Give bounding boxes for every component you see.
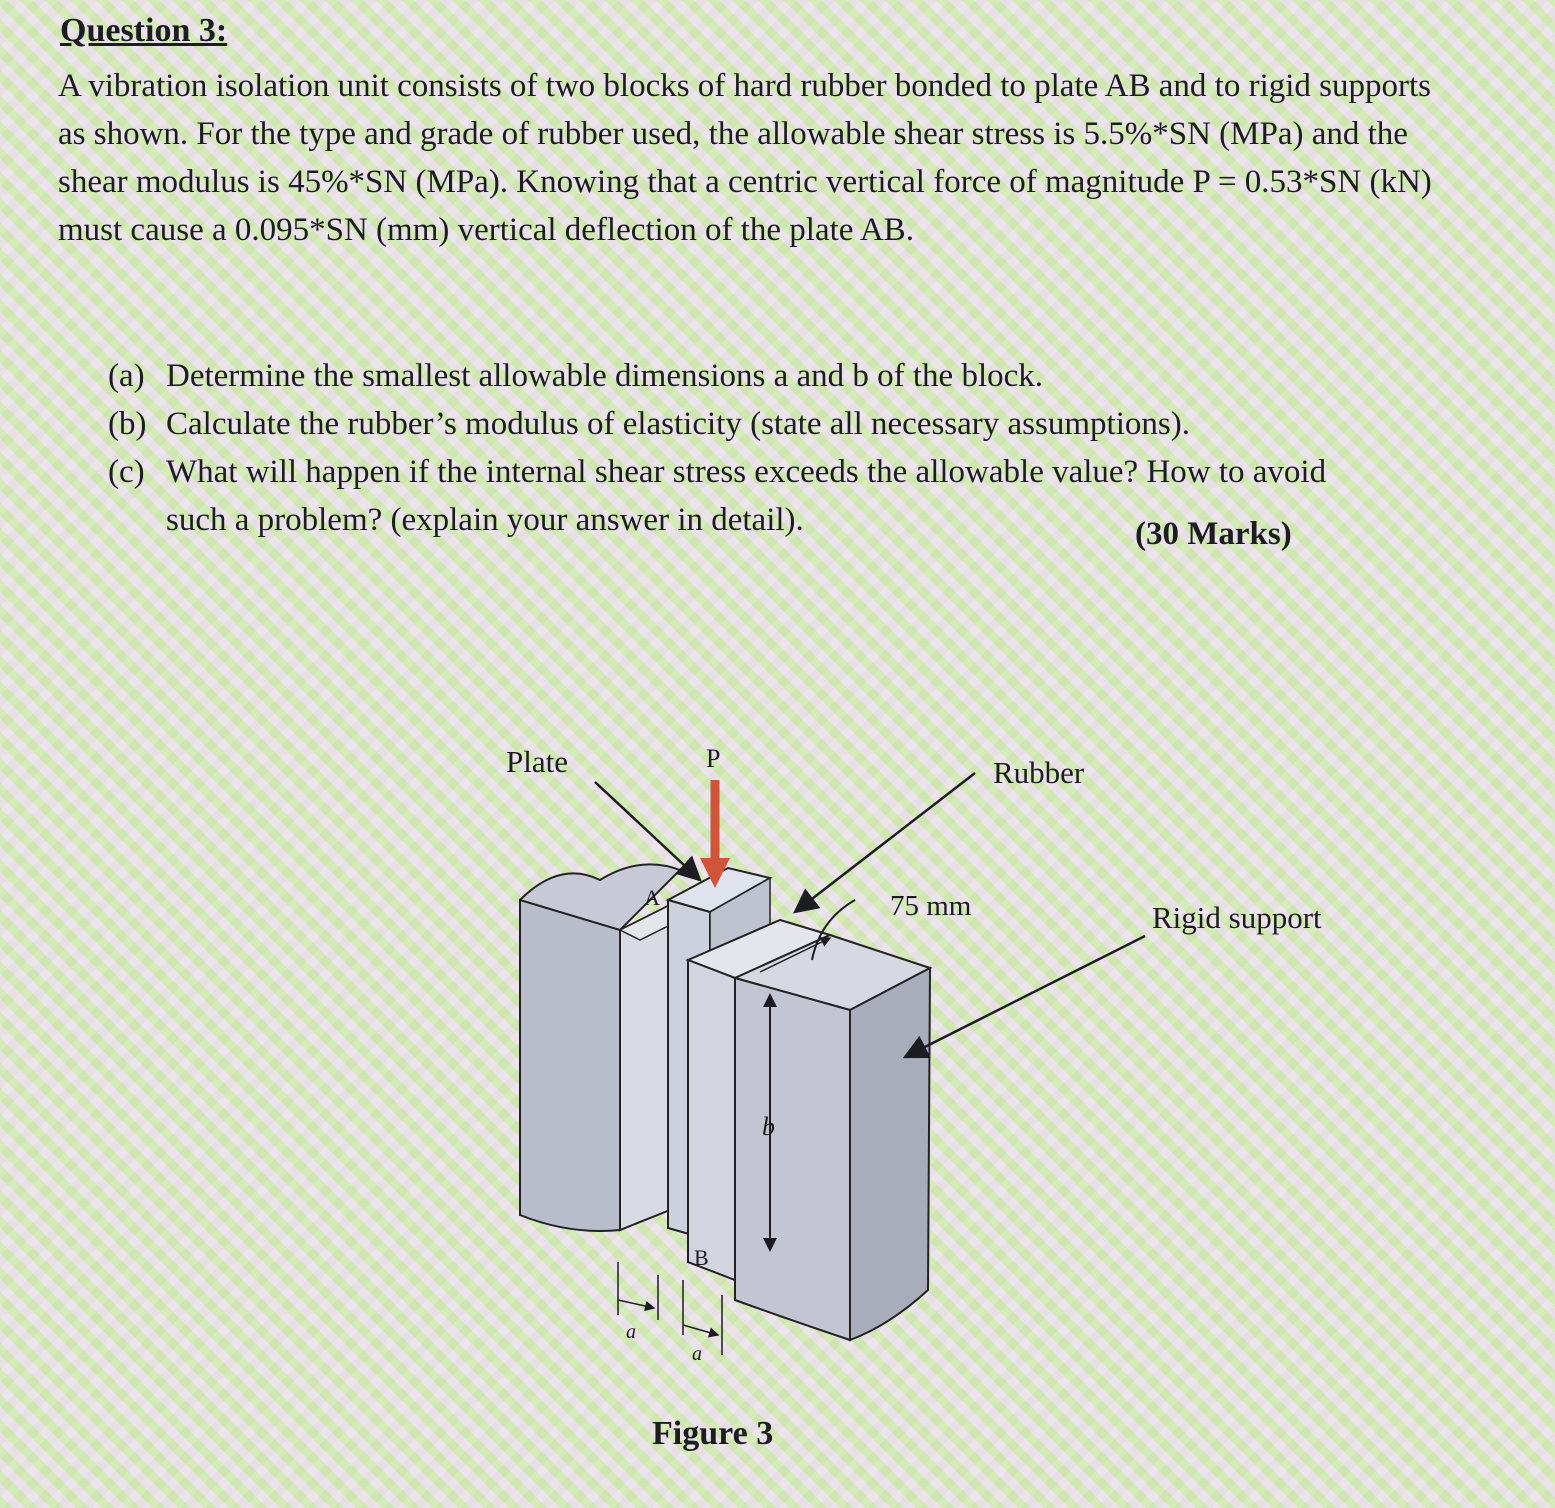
part-c-label: (c) [108, 454, 145, 490]
part-a-label: (a) [108, 358, 145, 394]
question-heading: Question 3: [60, 12, 228, 49]
plate-label: Plate [506, 744, 568, 779]
part-c-text: What will happen if the internal shear stress exceeds the allowable value? How to avoid such a problem? (explain your answer in detail). [166, 454, 1327, 538]
load-label: P [706, 744, 721, 773]
part-a-text: Determine the smallest allowable dimensions a and b of the block. [166, 358, 1044, 394]
a-right-dim [683, 1325, 718, 1335]
part-b-text: Calculate the rubber’s modulus of elasticity (state all necessary assumptions). [166, 406, 1190, 442]
rubber-label: Rubber [993, 755, 1085, 790]
point-a-label: A [644, 885, 660, 910]
figure-caption: Figure 3 [652, 1415, 774, 1452]
support-label: Rigid support [1152, 900, 1322, 935]
marks-label: (30 Marks) [1135, 516, 1292, 552]
a-left-dim [618, 1300, 654, 1308]
a-right-label: a [692, 1343, 702, 1365]
part-b-label: (b) [108, 406, 147, 442]
a-left-label: a [626, 1321, 636, 1343]
point-b-label: B [694, 1245, 709, 1270]
question-paragraph: A vibration isolation unit consists of two blocks of hard rubber bonded to plate AB and to rigid supports as shown. For the type and grade of rubber used, the allowable shear stress is 5.5%*SN (MPa) and the shear modulus is 45%*SN (MPa). Knowing that a centric vertical force of magnitude P = 0.53*SN (kN) must cause a 0.095*SN (mm) vertical deflection of the plate AB. [58, 68, 1432, 248]
width-label: 75 mm [890, 890, 972, 922]
b-dimension-label: b [762, 1112, 775, 1141]
support-leader-arrow [905, 936, 1145, 1057]
